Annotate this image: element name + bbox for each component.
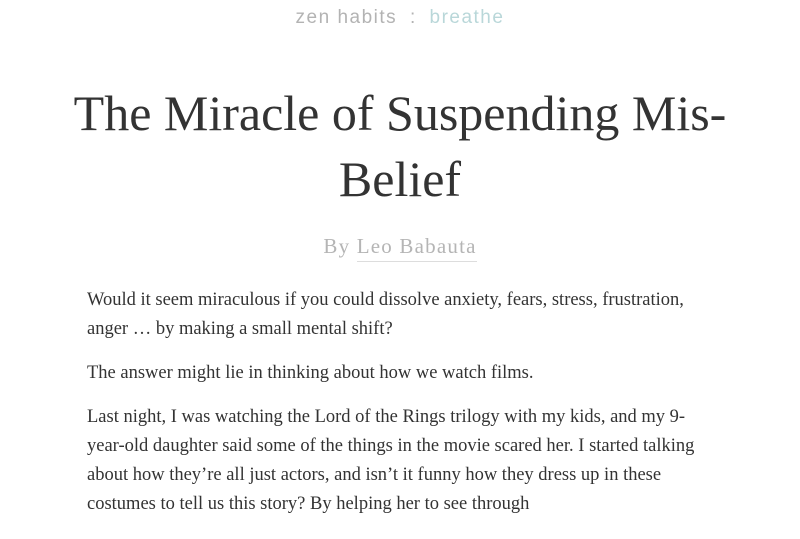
post-title: The Miracle of Suspending Mis-Belief [73,85,727,207]
site-name-link[interactable]: zen habits [295,7,398,28]
author-link[interactable]: Leo Babauta [357,234,477,262]
header-separator: : [409,7,417,28]
site-header [0,6,800,30]
paragraph: Would it seem miraculous if you could dissolve anxiety, fears, stress, frustration, anger … by making a small mental shift? [87,290,684,339]
post-body [87,286,713,534]
site-tagline: breathe [429,7,505,28]
byline [0,232,800,260]
paragraph: The answer might lie in thinking about how we watch films. [87,363,534,383]
byline-prefix: By [323,234,351,258]
paragraph: Last night, I was watching the Lord of the Rings trilogy with my kids, and my 9-year-old daughter said some of the things in the movie scared her. I started talking about how they’re all just actors, and isn’t it funny how they dress up in these costumes to tell us this story? By helping her to see through [87,407,695,514]
